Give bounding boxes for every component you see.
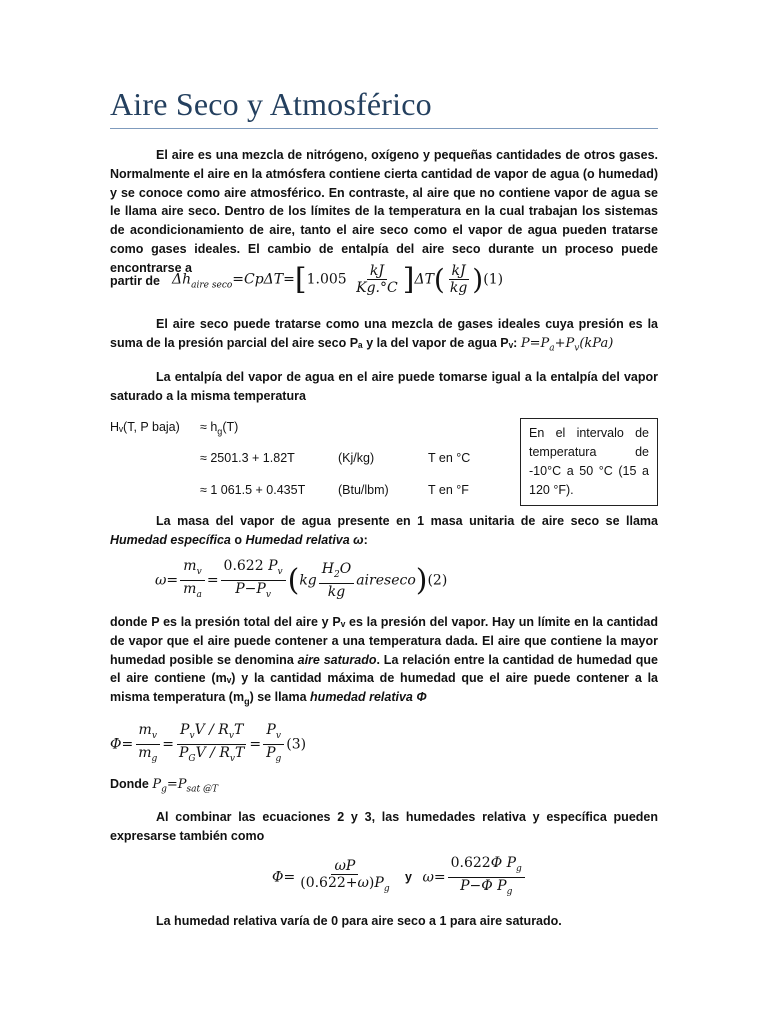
equation-relative-humidity: Φ= $\frac{m_v}{m_g}$ = $\frac{P_vV / R_vT}{P_GV / R_vT}$ = $\frac{P_v}{P_g}$ (3) xyxy=(110,722,307,764)
paragraph-intro-text: El aire es una mezcla de nitrógeno, oxígeno y pequeñas cantidades de otros gases. Normalmente el aire en la atmósfera contiene cierta cantidad de vapor de agua (o humedad) y se conoce como aire atmosférico. En contraste, al aire que no contiene vapor de agua se le llama aire seco. Dentro de los límites de la temperatura en la cual trabajan los sistemas de acondicionamiento de aire, tanto el aire seco como el vapor de agua pueden tratarse como gases ideales. El cambio de entalpía del aire seco durante un proceso puede encontrarse a xyxy=(110,148,658,275)
enthalpy-row-3-expr: ≈ 1 061.5 + 0.435T xyxy=(200,483,306,497)
paragraph-range: La humedad relativa varía de 0 para aire seco a 1 para aire saturado. xyxy=(156,914,562,928)
paragraph-intro xyxy=(110,146,658,278)
equation-total-pressure: $P=P_a+P_v(kPa)$ xyxy=(520,335,614,354)
enthalpy-label: Hᵥ(T, P baja) xyxy=(110,420,180,434)
equation-specific-humidity: ω= $\frac{m_v}{m_a}$ = $\frac{0.622 P_v}{P-P_v}$ (kg $\frac{H_2O}{kg}$ aireseco)(2) xyxy=(155,558,448,600)
enthalpy-row-3-temp: T en °F xyxy=(428,483,469,497)
paragraph-relative-humidity: donde P es la presión total del aire y Pᵥ es la presión del vapor. Hay un límite en la cantidad de vapor que el aire puede contener a una temperatura dada. El aire que contiene la mayor humedad posible se denomina aire saturado. La relación entre la cantidad de humedad que el aire contiene (mᵥ) y la cantidad máxima de humedad que el aire puede contener a la misma temperatura $(m_g)$ se llama humedad relativa Φ xyxy=(110,615,658,707)
paragraph-dry-air-pressure: El aire seco puede tratarse como una mezcla de gases ideales cuya presión es la suma de la presión parcial del aire seco Pₐ y la del vapor de agua Pᵥ: $P=P_a+P_v(kPa)$ xyxy=(110,317,658,354)
paragraph-combine: Al combinar las ecuaciones 2 y 3, las humedades relativa y específica pueden expresarse también como xyxy=(110,810,658,843)
equation-enthalpy-dry-air: $\Delta h_{aire seco}=Cp\Delta T=[1.005$ $\frac{kJ}{Kg.^\circ C}$ ]ΔT( $\frac{kJ}{kg}$ )(1) xyxy=(172,262,504,297)
equation-combined: Φ= $\frac{\omega P}{(0.622+\omega)P_g}$ y ω= $\frac{0.622\Phi P_g}{P-\Phi P_g}$ xyxy=(272,855,527,900)
paragraph-vapor-enthalpy: La entalpía del vapor de agua en el aire puede tomarse igual a la entalpía del vapor saturado a la misma temperatura xyxy=(110,370,658,403)
page-title: Aire Seco y Atmosférico xyxy=(110,86,432,122)
enthalpy-row-3-unit: (Btu/lbm) xyxy=(338,483,389,497)
enthalpy-row-2-temp: T en °C xyxy=(428,451,471,465)
enthalpy-row-1: ≈ $h_g(T)$ xyxy=(200,420,239,437)
paragraph-intro-tail: partir de xyxy=(110,274,161,288)
paragraph-specific-humidity: La masa del vapor de agua presente en 1 masa unitaria de aire seco se llama Humedad específica o Humedad relativa ω: xyxy=(110,514,658,547)
title-underline xyxy=(110,128,658,129)
temperature-range-note: En el intervalo de temperatura de -10°C a 50 °C (15 a 120 °F). xyxy=(520,418,658,506)
enthalpy-row-2-unit: (Kj/kg) xyxy=(338,451,375,465)
enthalpy-row-2-expr: ≈ 2501.3 + 1.82T xyxy=(200,451,295,465)
paragraph-where: Donde $P_g=P_{sat @T}$ xyxy=(110,777,218,795)
